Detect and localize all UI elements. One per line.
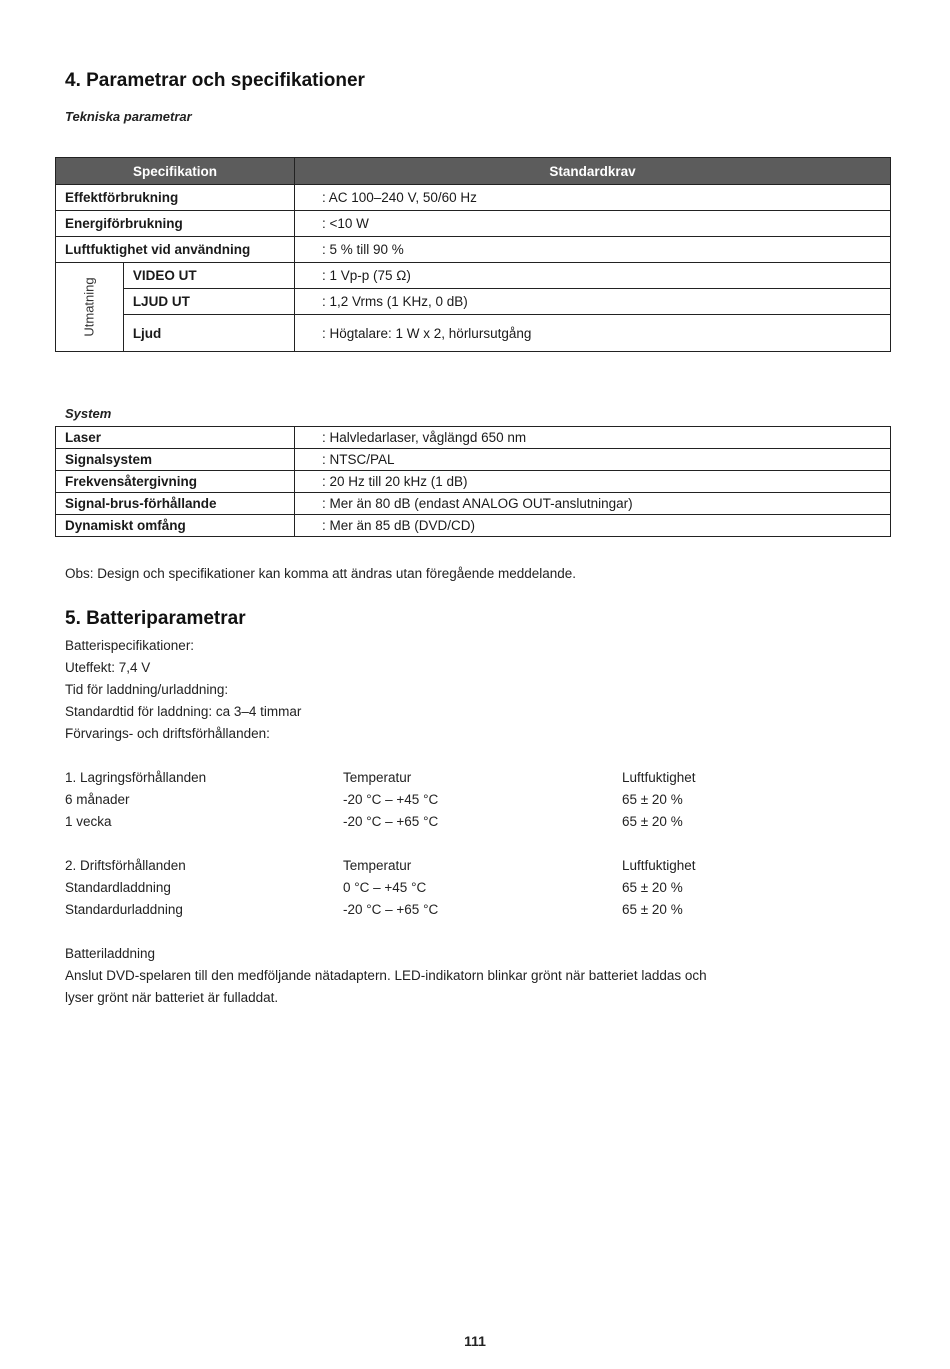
operation-temperature: -20 °C – +65 °C (343, 902, 439, 917)
row-label: Luftfuktighet vid användning (56, 237, 295, 263)
battery-line: Förvarings- och driftsförhållanden: (65, 726, 270, 741)
row-value: : 1,2 Vrms (1 KHz, 0 dB) (295, 289, 891, 315)
row-label: Frekvensåtergivning (56, 471, 295, 493)
battery-charging-title: Batteriladdning (65, 946, 156, 961)
battery-line: Batterispecifikationer: (65, 638, 195, 653)
storage-humidity: 65 ± 20 % (622, 814, 683, 829)
table-row (56, 515, 891, 537)
specification-note: Obs: Design och specifikationer kan komma att ändras utan föregående meddelande. (65, 566, 577, 581)
row-value: : NTSC/PAL (295, 449, 891, 471)
storage-header: 1. Lagringsförhållanden (65, 770, 207, 785)
operation-mode: Standardurladdning (65, 902, 183, 917)
table-row (56, 427, 891, 449)
row-label: Dynamiskt omfång (56, 515, 295, 537)
table-row (56, 211, 891, 237)
battery-charging-text: lyser grönt när batteriet är fulladdat. (65, 990, 279, 1005)
system-table (55, 426, 891, 537)
section-5-title: 5. Batteriparametrar (65, 608, 246, 629)
battery-line: Standardtid för laddning: ca 3–4 timmar (65, 704, 302, 719)
table-row (56, 263, 891, 289)
row-value: : 20 Hz till 20 kHz (1 dB) (295, 471, 891, 493)
battery-line: Tid för laddning/urladdning: (65, 682, 229, 697)
row-label: VIDEO UT (123, 263, 294, 289)
row-value: : 5 % till 90 % (295, 237, 891, 263)
temperature-header: Temperatur (343, 858, 412, 873)
technical-parameters-subtitle: Tekniska parametrar (65, 109, 192, 124)
table-row (56, 471, 891, 493)
storage-temperature: -20 °C – +45 °C (343, 792, 439, 807)
row-label: Ljud (123, 315, 294, 352)
standard-column-header: Standardkrav (295, 158, 891, 185)
row-label: Effektförbrukning (56, 185, 295, 211)
storage-temperature: -20 °C – +65 °C (343, 814, 439, 829)
section-4-title: 4. Parametrar och specifikationer (65, 70, 365, 91)
row-value: : Mer än 85 dB (DVD/CD) (295, 515, 891, 537)
row-label: Energiförbrukning (56, 211, 295, 237)
battery-line: Uteffekt: 7,4 V (65, 660, 151, 675)
table-row (56, 289, 891, 315)
table-row (56, 185, 891, 211)
storage-humidity: 65 ± 20 % (622, 792, 683, 807)
humidity-header: Luftfuktighet (622, 770, 696, 785)
row-value: : <10 W (295, 211, 891, 237)
page-number: 111 (464, 1333, 486, 1349)
storage-duration: 1 vecka (65, 814, 112, 829)
row-value: : AC 100–240 V, 50/60 Hz (295, 185, 891, 211)
table-row (56, 315, 891, 352)
output-group-cell (56, 263, 124, 352)
table-row (56, 237, 891, 263)
row-value: : Mer än 80 dB (endast ANALOG OUT-anslutningar) (295, 493, 891, 515)
table-header-row (56, 158, 891, 185)
table-row (56, 449, 891, 471)
specification-table (55, 157, 891, 352)
operation-humidity: 65 ± 20 % (622, 880, 683, 895)
spec-column-header: Specifikation (56, 158, 295, 185)
row-value: : Halvledarlaser, våglängd 650 nm (295, 427, 891, 449)
humidity-header: Luftfuktighet (622, 858, 696, 873)
row-label: LJUD UT (123, 289, 294, 315)
operation-humidity: 65 ± 20 % (622, 902, 683, 917)
battery-charging-text: Anslut DVD-spelaren till den medföljande nätadaptern. LED-indikatorn blinkar grönt när batteriet laddas och (65, 968, 707, 983)
system-subtitle: System (65, 406, 112, 421)
row-value: : Högtalare: 1 W x 2, hörlursutgång (295, 315, 891, 352)
row-label: Laser (56, 427, 295, 449)
row-value: : 1 Vp-p (75 Ω) (295, 263, 891, 289)
operation-header: 2. Driftsförhållanden (65, 858, 186, 873)
operation-mode: Standardladdning (65, 880, 171, 895)
operation-temperature: 0 °C – +45 °C (343, 880, 427, 895)
storage-duration: 6 månader (65, 792, 130, 807)
output-group-label: Utmatning (81, 277, 97, 337)
temperature-header: Temperatur (343, 770, 412, 785)
row-label: Signal-brus-förhållande (56, 493, 295, 515)
row-label: Signalsystem (56, 449, 295, 471)
table-row (56, 493, 891, 515)
